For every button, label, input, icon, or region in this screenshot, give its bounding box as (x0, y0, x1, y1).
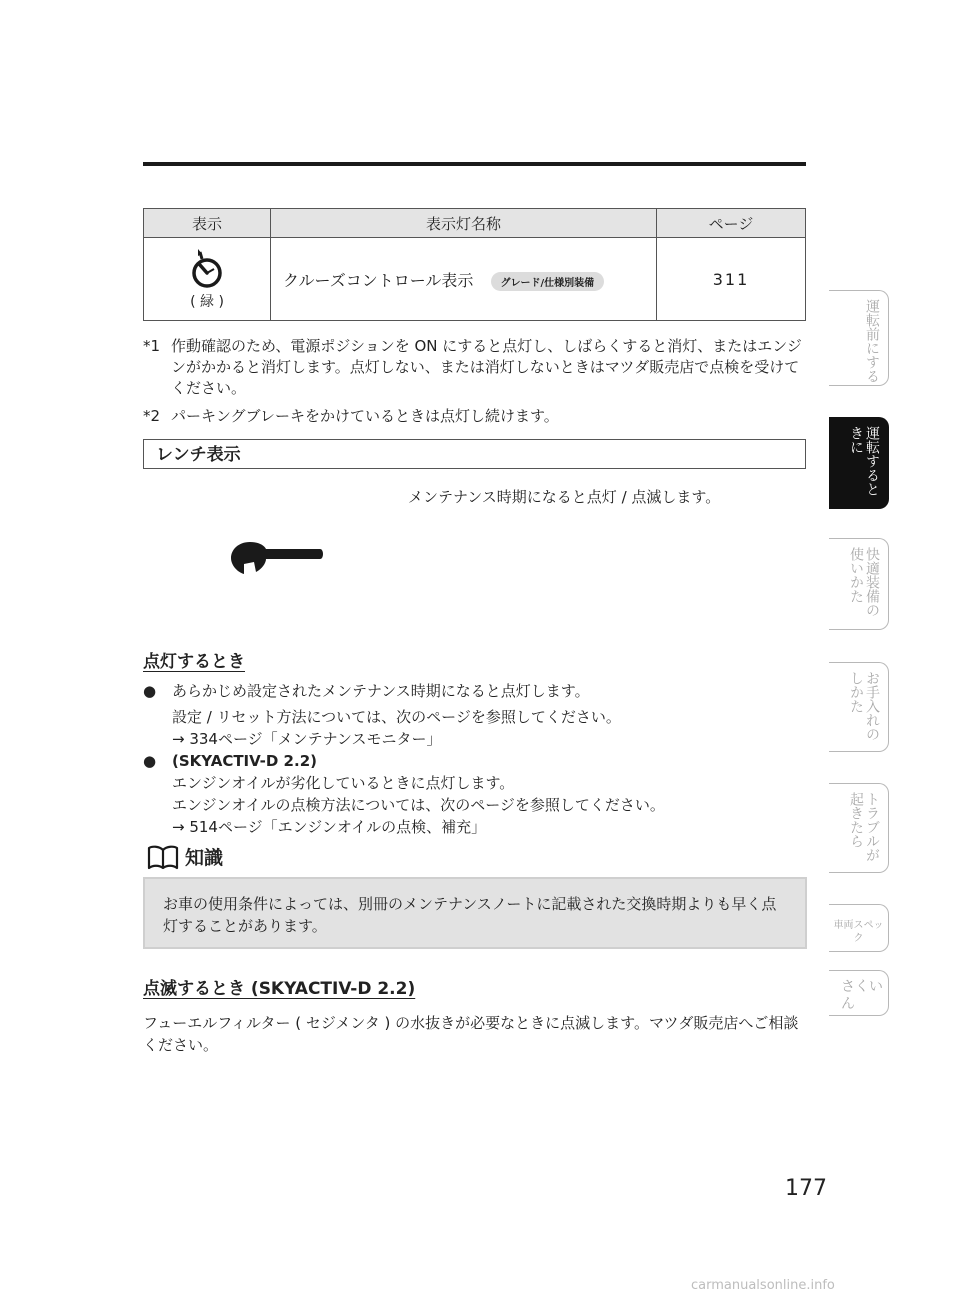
page-ref-311[interactable]: 311 (657, 238, 806, 321)
section-title-wrench: レンチ表示 (143, 439, 806, 469)
tab-maintenance[interactable]: お手入れのしかた (829, 662, 889, 752)
knowledge-heading (147, 843, 223, 870)
footnote-2 (143, 406, 808, 427)
tab-index[interactable]: さくいん (829, 970, 889, 1016)
knowledge-title: 知識 (185, 847, 224, 869)
lamp-name-cell (271, 238, 657, 321)
heading-blinking: 点滅するとき (SKYACTIV-D 2.2) (143, 979, 416, 999)
knowledge-box: お車の使用条件によっては、別冊のメンテナンスノートに記載された交換時期よりも早く点灯することがあります。 (143, 877, 807, 949)
list-item (143, 680, 803, 702)
table-row (144, 238, 806, 321)
cruise-speedometer-icon (187, 247, 227, 289)
cross-reference-514[interactable]: → 514ページ「エンジンオイルの点検、補充」 (172, 818, 487, 836)
footnote-mark: *1 (143, 337, 161, 355)
heading-lighting: 点灯するとき (143, 652, 245, 672)
lamp-color-note: ( 緑 ) (190, 294, 224, 310)
footnote-text: 作動確認のため、電源ポジションを ON にすると点灯し、しばらくすると消灯、またはエンジンがかかると消灯します。点灯しない、または消灯しないときはマツダ販売店で点検を受けてください。 (171, 337, 802, 397)
indicator-table (143, 208, 806, 321)
tab-while-driving[interactable]: 運転するときに (829, 417, 889, 509)
list-item-sub: 設定 / リセット方法については、次のページを参照してください。 (172, 708, 621, 726)
list-item-sub: エンジンオイルの点検方法については、次のページを参照してください。 (172, 796, 665, 814)
bullet-dot: ● (143, 682, 157, 700)
watermark: carmanualsonline.info (691, 1278, 835, 1293)
cross-reference-334[interactable]: → 334ページ「メンテナンスモニター」 (172, 730, 442, 748)
tab-before-driving[interactable]: 運転前にする (829, 290, 889, 386)
blinking-description: フューエルフィルター ( セジメンタ ) の水抜きが必要なときに点滅します。マツダ販売店へご相談ください。 (143, 1014, 799, 1054)
list-item (143, 750, 803, 772)
icon-cell (144, 238, 271, 321)
footnote-text: パーキングブレーキをかけているときは点灯し続けます。 (171, 407, 559, 425)
book-icon (147, 844, 179, 870)
wrench-description: メンテナンス時期になると点灯 / 点滅します。 (408, 488, 721, 506)
footnote-1 (143, 336, 808, 399)
footnotes (143, 336, 808, 434)
lamp-name: クルーズコントロール表示 (283, 270, 474, 290)
header-page: ページ (657, 209, 806, 238)
page-number: 177 (785, 1176, 827, 1201)
bullet-dot: ● (143, 752, 157, 770)
header-display: 表示 (144, 209, 271, 238)
lighting-list (143, 680, 803, 838)
header-rule (143, 162, 806, 166)
grade-badge: グレード/仕様別装備 (491, 272, 605, 291)
tab-specifications[interactable]: 車両スペック (829, 904, 889, 952)
wrench-icon (228, 532, 328, 580)
table-header-row (144, 209, 806, 238)
list-item-text: (SKYACTIV-D 2.2) (172, 752, 317, 770)
list-item-sub: エンジンオイルが劣化しているときに点灯します。 (172, 774, 515, 792)
tab-comfort-features[interactable]: 快適装備の使いかた (829, 538, 889, 630)
footnote-mark: *2 (143, 407, 161, 425)
header-name: 表示灯名称 (271, 209, 657, 238)
list-item-text: あらかじめ設定されたメンテナンス時期になると点灯します。 (172, 682, 590, 700)
tab-trouble[interactable]: トラブルが起きたら (829, 783, 889, 873)
